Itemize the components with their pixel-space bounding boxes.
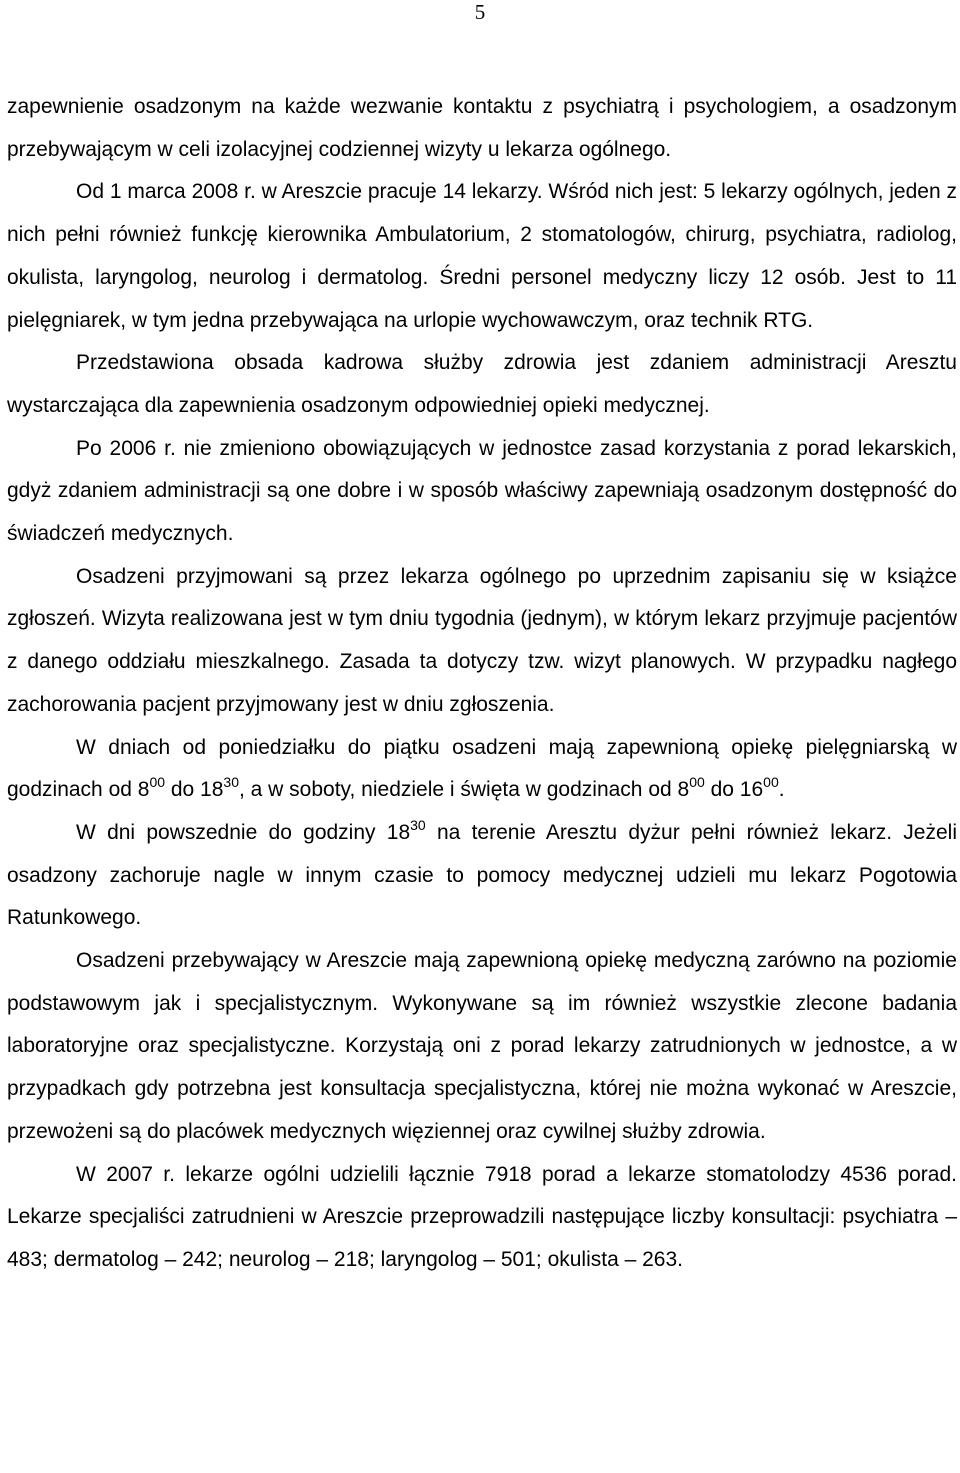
paragraph-4: Po 2006 r. nie zmieniono obowiązujących w jednostce zasad korzystania z porad lekarskich, gdyż zdaniem administracji są one dobre i w sposób właściwy zapewniają osadzonym dostępność do świadczeń medycznych. <box>7 436 957 546</box>
page-number: 5 <box>474 0 486 24</box>
paragraph-9: W 2007 r. lekarze ogólni udzielili łącznie 7918 porad a lekarze stomatolodzy 4536 porad. Lekarze specjaliści zatrudnieni w Areszcie przeprowadzili następujące liczby konsultacji: psychiatra – 483; dermatolog – 242; neurolog – 218; laryngolog – 501; okulista – 263. <box>7 1162 957 1271</box>
superscript: 30 <box>410 816 426 833</box>
paragraph-6-text-d: do 16 <box>704 778 764 802</box>
paragraph-6-text-e: . <box>778 778 785 802</box>
paragraph-7 <box>7 812 957 940</box>
document-body <box>7 86 957 1282</box>
paragraph-2: Od 1 marca 2008 r. w Areszcie pracuje 14 lekarzy. Wśród nich jest: 5 lekarzy ogólnych, jeden z nich pełni również funkcję kierownika Ambulatorium, 2 stomatologów, chirurg, psychiatra, radiolog, okulista, laryngolog, neurolog i dermatolog. Średni personel medyczny liczy 12 osób. Jest to 11 pielęgniarek, w tym jedna przebywająca na urlopie wychowawczym, oraz technik RTG. <box>7 180 957 332</box>
paragraph-6-text-c: , a w soboty, niedziele i święta w godzinach od 8 <box>239 778 690 802</box>
paragraph-8: Osadzeni przebywający w Areszcie mają zapewnioną opiekę medyczną zarówno na poziomie podstawowym jak i specjalistycznym. Wykonywane są im również wszystkie zlecone badania laboratoryjne oraz specjalistyczne. Korzystają oni z porad lekarzy zatrudnionych w jednostce, a w przypadkach gdy potrzebna jest konsultacja specjalistyczna, której nie można wykonać w Areszcie, przewożeni są do placówek medycznych więziennej oraz cywilnej służby zdrowia. <box>7 949 957 1143</box>
paragraph-6 <box>7 727 957 812</box>
paragraph-5: Osadzeni przyjmowani są przez lekarza ogólnego po uprzednim zapisaniu się w książce zgłoszeń. Wizyta realizowana jest w tym dniu tygodnia (jednym), w którym lekarz przyjmuje pacjentów z danego oddziału mieszkalnego. Zasada ta dotyczy tzw. wizyt planowych. W przypadku nagłego zachorowania pacjent przyjmowany jest w dniu zgłoszenia. <box>7 564 957 716</box>
paragraph-1: zapewnienie osadzonym na każde wezwanie kontaktu z psychiatrą i psychologiem, a osadzonym przebywającym w celi izolacyjnej codziennej wizyty u lekarza ogólnego. <box>7 95 957 161</box>
paragraph-6-text-b: do 18 <box>165 778 224 802</box>
paragraph-7-text-a: W dni powszednie do godziny 18 <box>76 820 411 844</box>
paragraph-7-text-b: na terenie Aresztu dyżur pełni również lekarz. Jeżeli osadzony zachoruje nagle w innym czasie to pomocy medycznej udzieli mu lekarz Pogotowia Ratunkowego. <box>7 820 957 930</box>
superscript: 00 <box>149 774 166 791</box>
superscript: 00 <box>763 774 779 791</box>
superscript: 00 <box>689 774 705 791</box>
paragraph-6-text-a: W dniach od poniedziałku do piątku osadzeni mają zapewnioną opiekę pielęgniarską w godzinach od 8 <box>7 735 957 802</box>
superscript: 30 <box>223 774 239 791</box>
paragraph-3: Przedstawiona obsada kadrowa służby zdrowia jest zdaniem administracji Aresztu wystarczająca dla zapewnienia osadzonym odpowiedniej opieki medycznej. <box>7 351 957 417</box>
